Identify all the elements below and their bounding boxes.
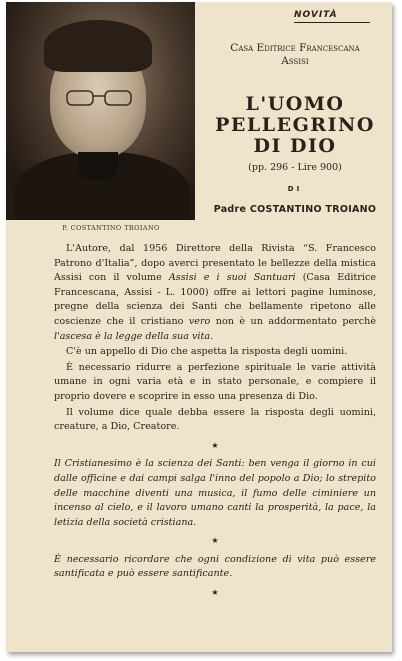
leaflet-page [6,2,392,652]
glasses-icon [64,88,134,108]
title-line-1: L'UOMO [245,93,345,115]
paragraph-intro: L'Autore, dal 1956 Direttore della Rivista “S. Francesco Patrono d'Italia”, dopo averci presentato le bellezze della mistica Assisi con il volume Assisi e i suoi Santuari (Casa Editrice Francescana, Assisi - L. 1000) offre ai lettori pagine luminose, pregne della scienza dei Santi che bellamente ripetono alle coscienze che il cristiano vero non è un addormentato perchè l'ascesa è la legge della sua vita. [54,243,376,342]
title-line-2: PELLEGRINO [215,114,375,136]
book-details: (pp. 296 - Lire 900) [248,162,342,173]
title-line-3: DI DIO [253,135,337,157]
paragraph-response: Il volume dice quale debba essere la risposta degli uomini, creature, a Dio, Creatore. [54,406,376,433]
quote-christianity: Il Cristianesimo è la scienza dei Santi: ben venga il giorno in cui dalle officine e dai campi salga l'inno del popolo a Dio; lo strepito delle macchine diventi una musica, il fumo delle ciminiere un incenso al cielo, e il lavoro umano canti la prosperità, la pace, la letizia della società cristiana. [54,458,376,528]
quote-sanctification: È necessario ricordare che ogni condizione di vita può essere santificata e può essere santificante. [54,553,376,580]
badge-underline [294,22,370,23]
photo-collar [78,152,118,180]
publisher-name: Casa Editrice Francescana [230,42,360,54]
paragraph-appeal: C'è un appello di Dio che aspetta la risposta degli uomini. [66,346,348,358]
book-title [202,94,388,157]
author-name: Padre COSTANTINO TROIANO [213,204,377,215]
publisher-city: Assisi [281,55,309,67]
star-divider-1: ★ [211,440,219,450]
photo-caption: P. COSTANTINO TROIANO [62,224,160,232]
by-label: DI [287,185,303,193]
publisher [202,42,388,68]
author-photo [6,2,195,220]
novelty-badge: NOVITÀ [294,10,338,20]
star-divider-3: ★ [211,588,219,598]
photo-hair [44,20,152,72]
body-text [54,242,376,605]
star-divider-2: ★ [211,536,219,546]
paragraph-perfection: È necessario ridurre a perfezione spirituale le varie attività umane in ogni varia età e in stato personale, e compiere il proprio dovere e scoprire in esso una presenza di Dio. [54,361,376,402]
